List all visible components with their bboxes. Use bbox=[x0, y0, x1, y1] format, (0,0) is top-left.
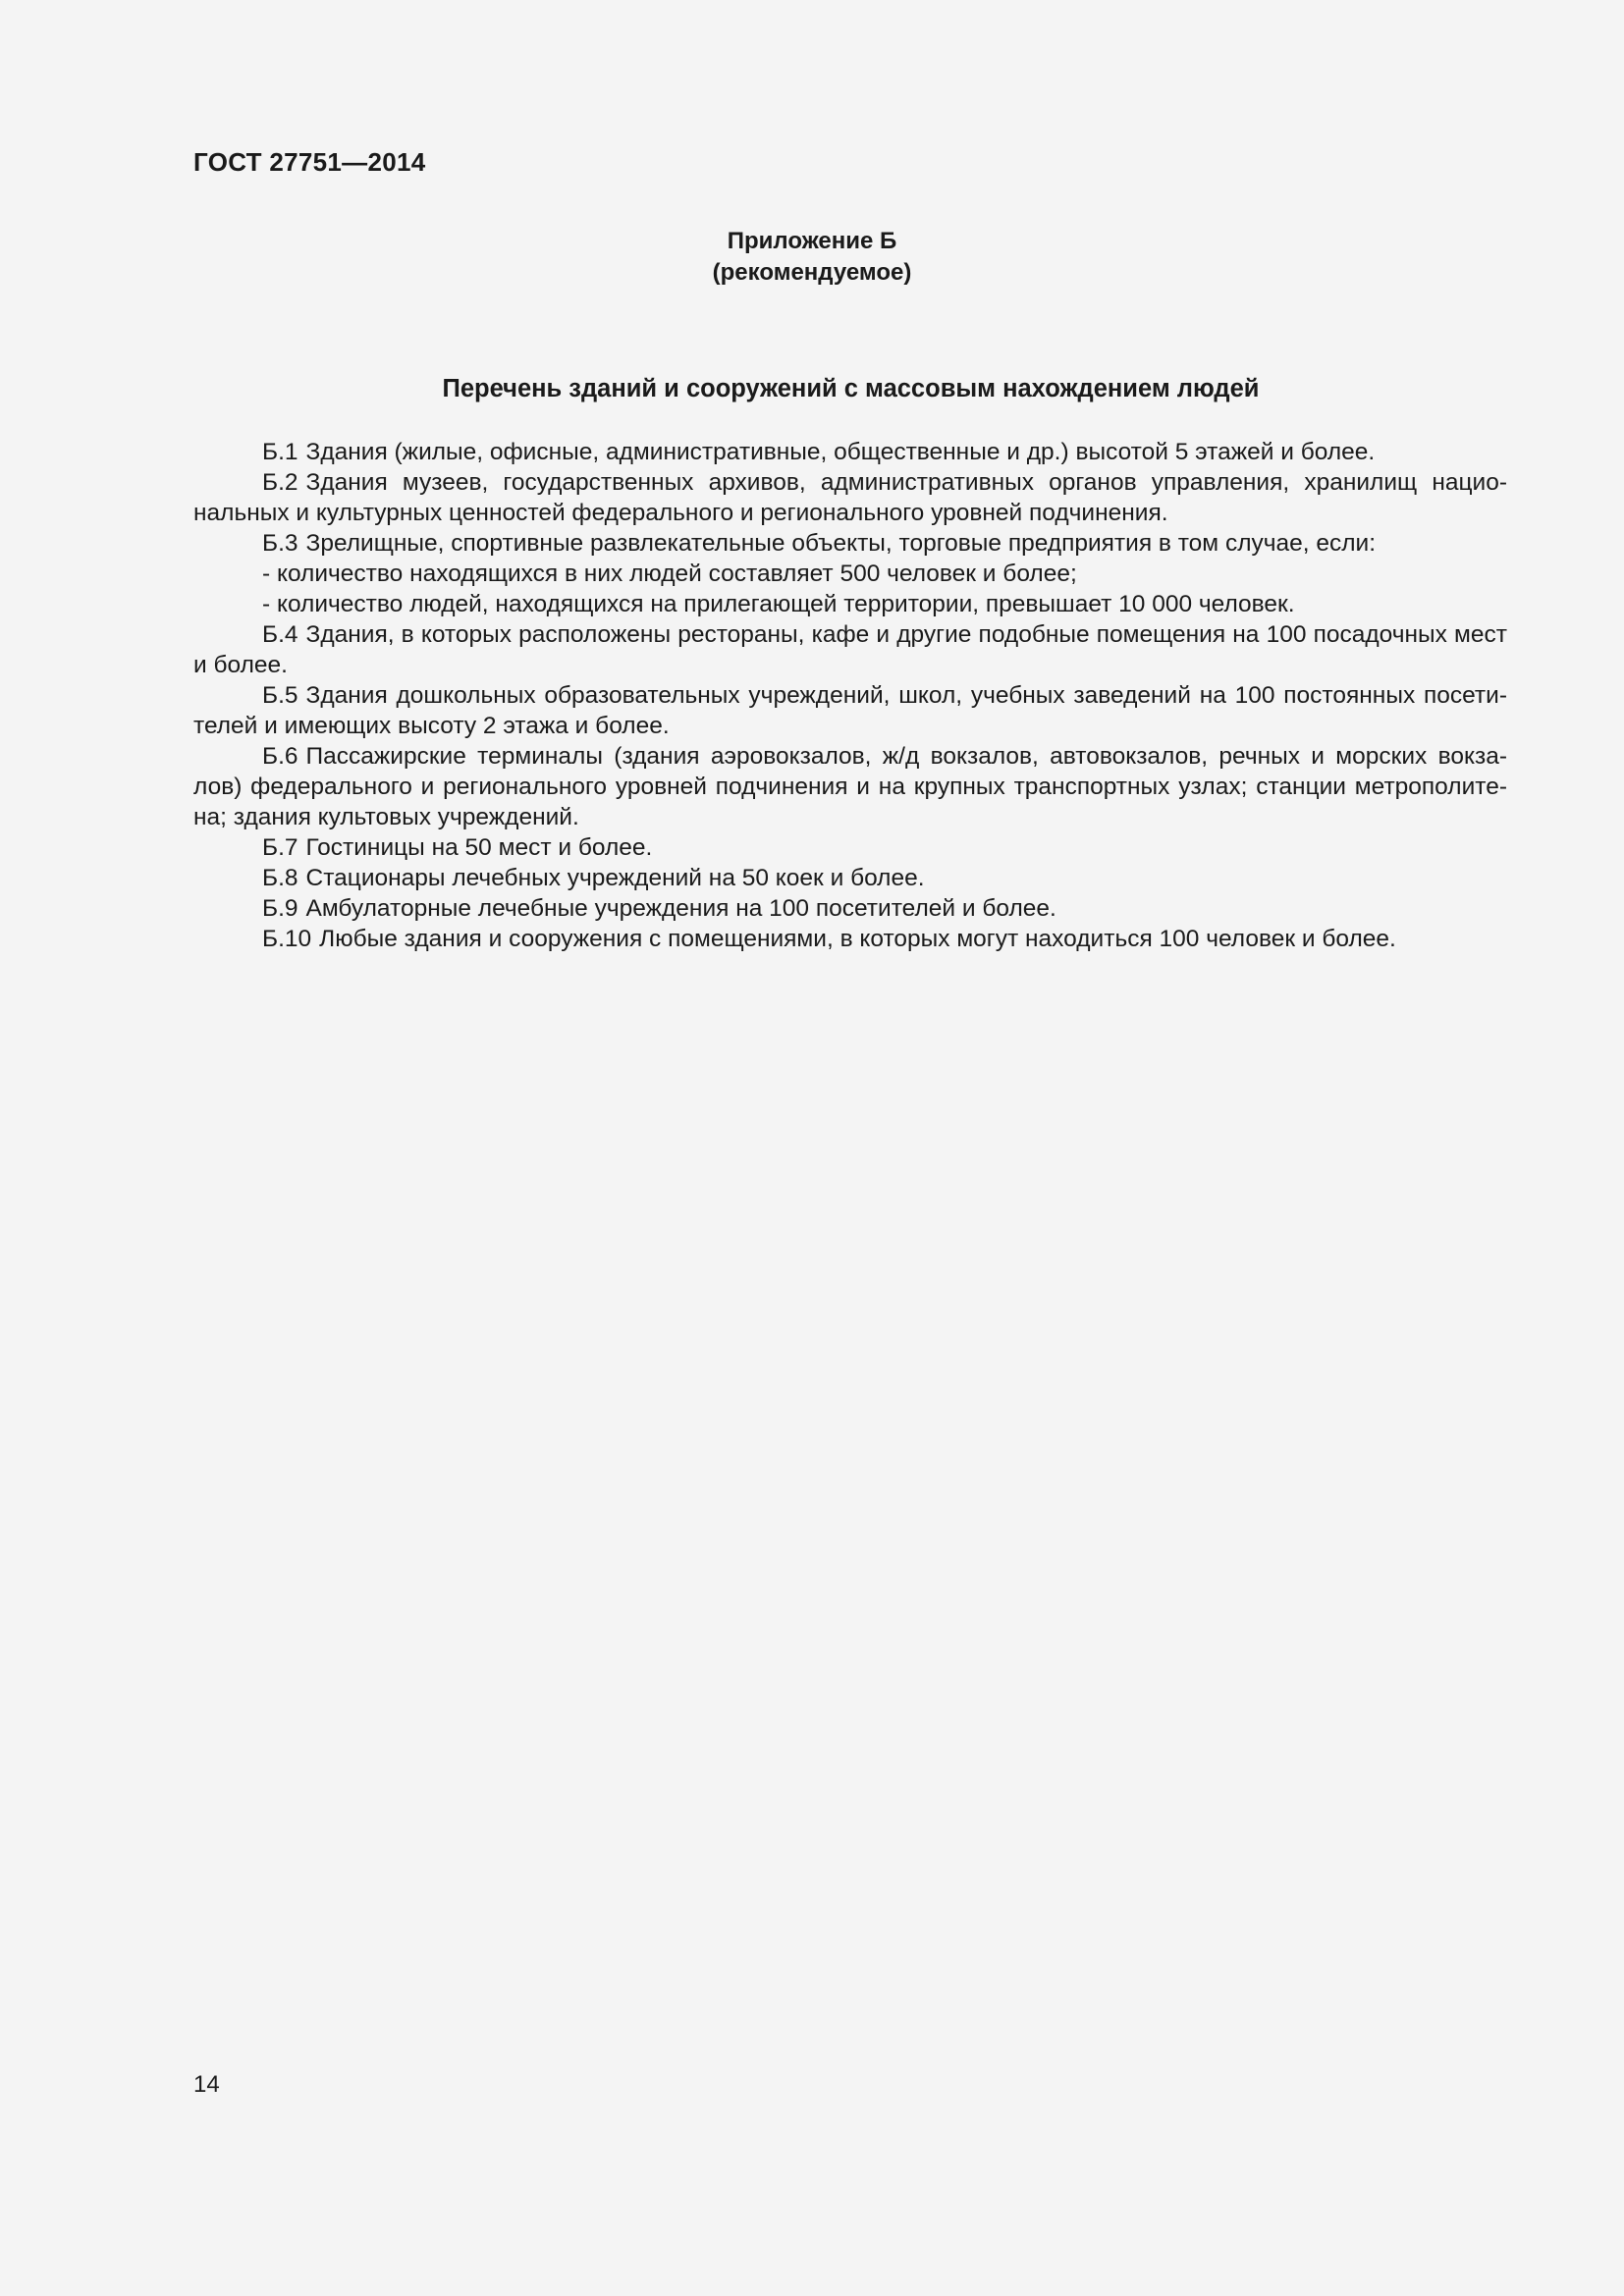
item-text: Здания, в которых расположены рестораны, кафе и другие подобные помещения на 100 посадочных мест и более. bbox=[193, 621, 1507, 678]
item-text: Амбулаторные лечебные учреждения на 100 посетителей и более. bbox=[305, 895, 1056, 922]
item-number: Б.6 bbox=[262, 743, 298, 770]
item-text: Здания музеев, государственных архивов, административных органов управления, хранилищ нацио-нальных и культурных ценностей федерального и регионального уровней подчинения. bbox=[193, 469, 1507, 526]
page-number: 14 bbox=[193, 2071, 220, 2098]
document-number: ГОСТ 27751—2014 bbox=[193, 147, 426, 177]
item-number: Б.8 bbox=[262, 865, 298, 891]
item-number: Б.9 bbox=[262, 895, 298, 922]
appendix-status: (рекомендуемое) bbox=[712, 259, 912, 286]
item-b5 bbox=[193, 680, 1507, 741]
item-b6 bbox=[193, 741, 1507, 832]
b3-condition: - количество людей, находящихся на прилегающей территории, превышает 10 000 человек. bbox=[262, 591, 1295, 617]
appendix-body bbox=[193, 437, 1507, 954]
item-b7 bbox=[193, 832, 1507, 863]
item-number: Б.5 bbox=[262, 682, 298, 709]
b3-condition: - количество находящихся в них людей составляет 500 человек и более; bbox=[262, 561, 1077, 587]
item-text: Пассажирские терминалы (здания аэровокзалов, ж/д вокзалов, автовокзалов, речных и морских вокза-лов) федерального и регионального уровней подчинения и на крупных транспортных узлах; станции метрополите-на; здания культовых учреждений. bbox=[193, 743, 1507, 830]
item-number: Б.4 bbox=[262, 621, 298, 648]
item-b10 bbox=[193, 924, 1507, 954]
appendix-label: Приложение Б bbox=[727, 228, 897, 254]
item-number: Б.2 bbox=[262, 469, 298, 496]
item-b4 bbox=[193, 619, 1507, 680]
item-number: Б.7 bbox=[262, 834, 298, 861]
item-text: Гостиницы на 50 мест и более. bbox=[305, 834, 653, 861]
appendix-title: Перечень зданий и сооружений с массовым нахождением людей bbox=[442, 375, 1260, 402]
item-b1 bbox=[193, 437, 1507, 467]
item-number: Б.3 bbox=[262, 530, 298, 557]
item-b3 bbox=[193, 528, 1507, 559]
item-text: Стационары лечебных учреждений на 50 коек и более. bbox=[305, 865, 925, 891]
appendix-heading bbox=[0, 226, 1624, 289]
item-number: Б.10 bbox=[262, 926, 312, 952]
item-b2 bbox=[193, 467, 1507, 528]
item-b8 bbox=[193, 863, 1507, 893]
item-text: Здания дошкольных образовательных учреждений, школ, учебных заведений на 100 постоянных посети-телей и имеющих высоту 2 этажа и более. bbox=[193, 682, 1507, 739]
item-b9 bbox=[193, 893, 1507, 924]
item-text: Зрелищные, спортивные развлекательные объекты, торговые предприятия в том случае, если: bbox=[305, 530, 1377, 557]
item-text: Любые здания и сооружения с помещениями, в которых могут находиться 100 человек и более. bbox=[319, 926, 1396, 952]
item-text: Здания (жилые, офисные, административные, общественные и др.) высотой 5 этажей и более. bbox=[305, 439, 1376, 465]
item-number: Б.1 bbox=[262, 439, 298, 465]
